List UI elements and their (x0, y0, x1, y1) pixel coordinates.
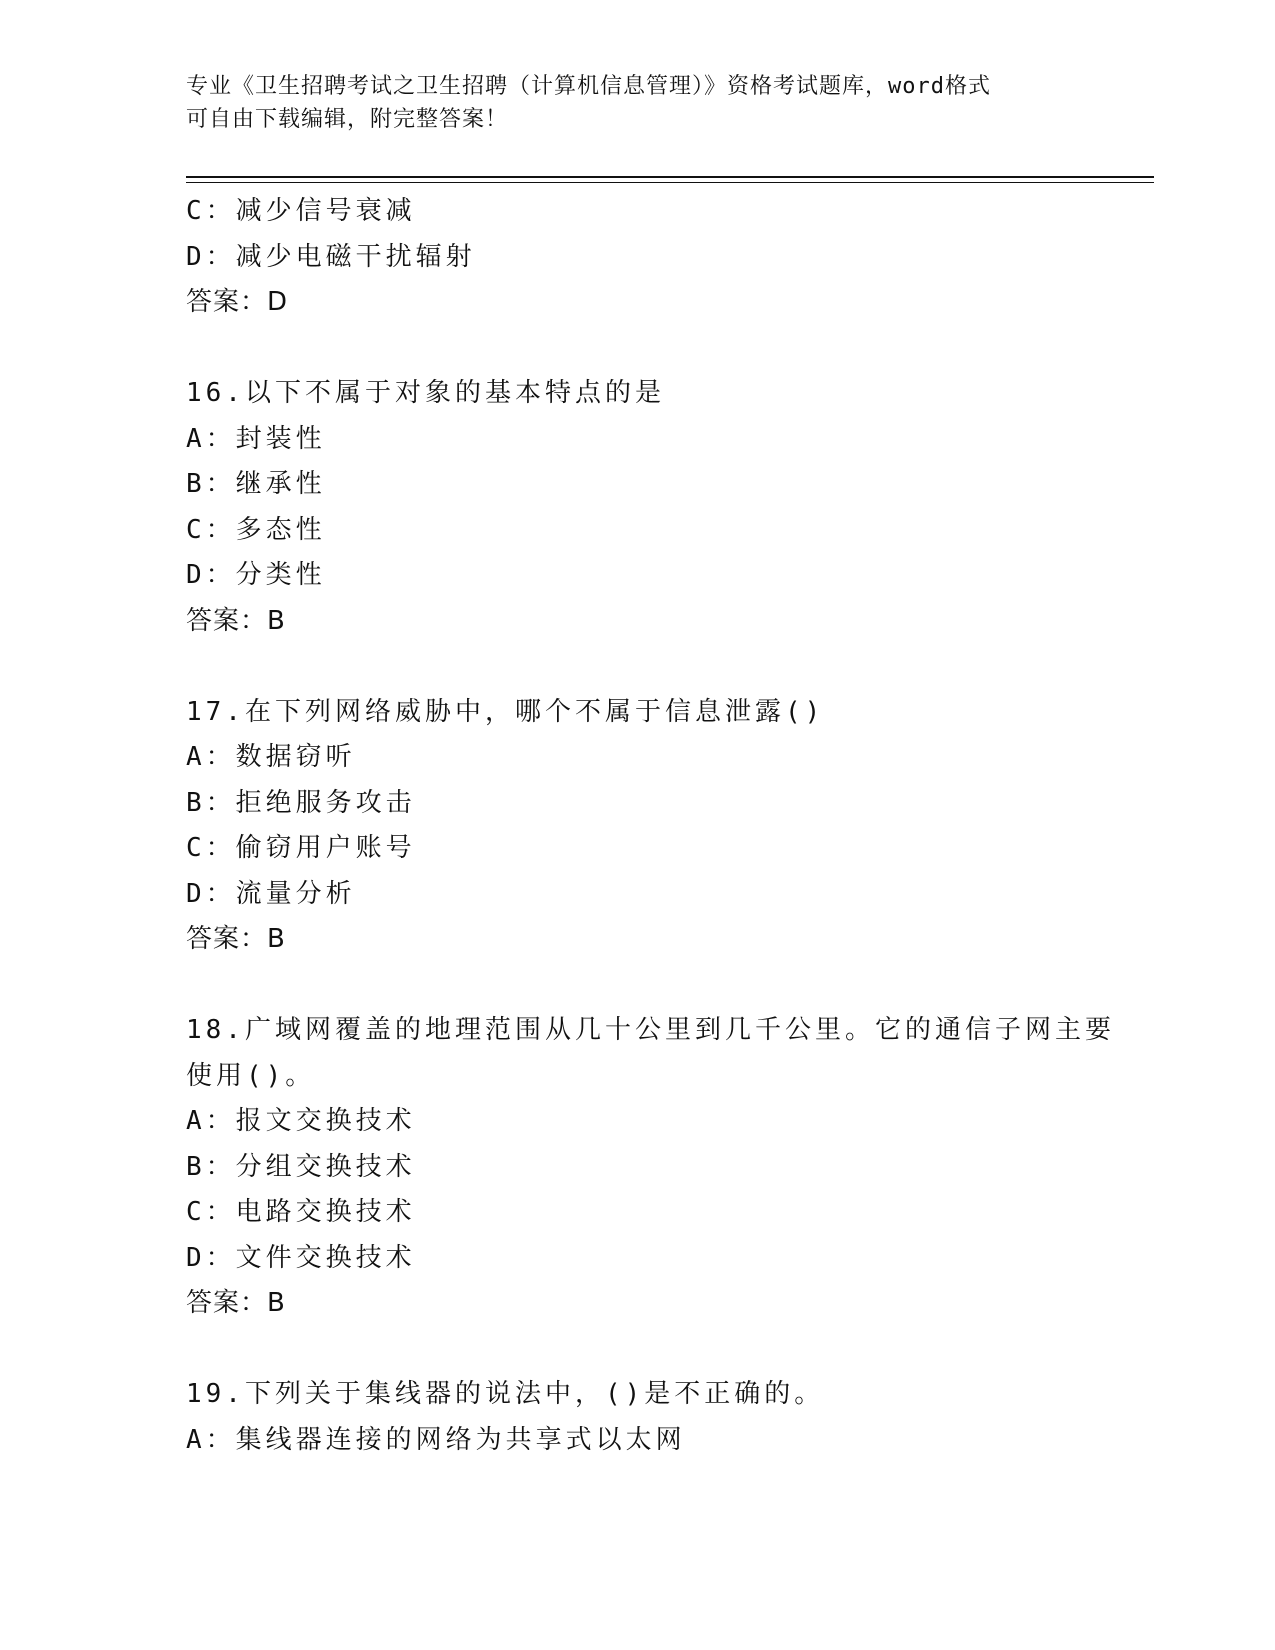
question-text-line-2: 使用()。 (186, 1060, 316, 1091)
option-d: D：流量分析 (186, 878, 356, 909)
header-line-2: 可自由下载编辑，附完整答案！ (186, 107, 509, 132)
option-a: A：报文交换技术 (186, 1106, 416, 1136)
answer: 答案：B (186, 1288, 286, 1318)
question-text-line-1: 18.广域网覆盖的地理范围从几十公里到几千公里。它的通信子网主要 (186, 1015, 1115, 1045)
option-b: B：拒绝服务攻击 (186, 787, 416, 818)
option-c: C：多态性 (186, 514, 326, 545)
question-text: 16.以下不属于对象的基本特点的是 (186, 378, 665, 408)
question-spacer (186, 644, 1154, 690)
option-d: D：分类性 (186, 560, 326, 590)
question-spacer (186, 963, 1154, 1009)
option-c: C：偷窃用户账号 (186, 833, 416, 863)
question-spacer (186, 1327, 1154, 1373)
option-b: B：分组交换技术 (186, 1151, 416, 1182)
option-c: C：减少信号衰减 (186, 196, 416, 226)
question-16 (186, 371, 1154, 644)
option-c: C：电路交换技术 (186, 1197, 416, 1227)
option-d: D：文件交换技术 (186, 1242, 416, 1273)
question-list (186, 189, 1154, 1463)
answer: 答案：B (186, 924, 286, 954)
option-a: A：集线器连接的网络为共享式以太网 (186, 1424, 686, 1455)
option-a: A：封装性 (186, 423, 326, 454)
question-18 (186, 1008, 1154, 1327)
header-rule-thin (186, 182, 1154, 183)
question-text: 17.在下列网络威胁中，哪个不属于信息泄露() (186, 696, 825, 727)
option-b: B：继承性 (186, 469, 326, 499)
header-line-1: 专业《卫生招聘考试之卫生招聘（计算机信息管理）》资格考试题库，word格式 (186, 74, 991, 99)
question-15-continued (186, 189, 1154, 326)
option-d: D：减少电磁干扰辐射 (186, 241, 476, 272)
question-spacer (186, 326, 1154, 372)
header-rule-thick (186, 176, 1154, 178)
option-a: A：数据窃听 (186, 742, 356, 772)
answer: 答案：B (186, 605, 286, 636)
question-17 (186, 690, 1154, 963)
question-text: 19.下列关于集线器的说法中，()是不正确的。 (186, 1379, 825, 1409)
answer: 答案：D (186, 287, 289, 317)
question-19 (186, 1372, 1154, 1463)
document-header (186, 70, 1086, 136)
